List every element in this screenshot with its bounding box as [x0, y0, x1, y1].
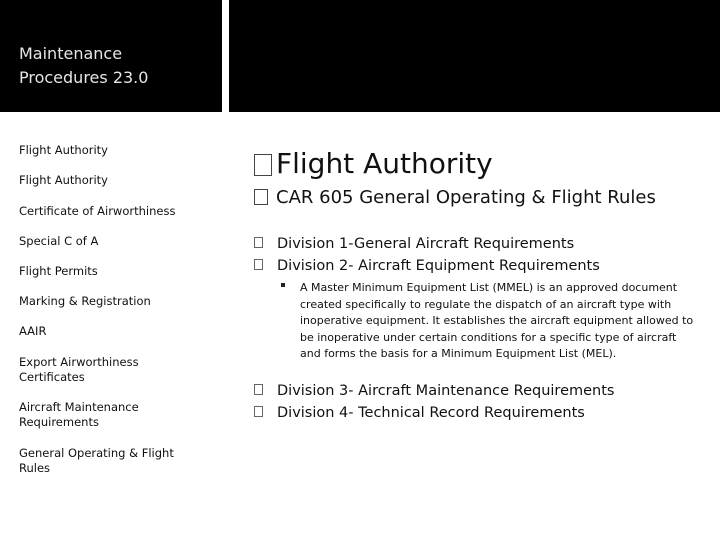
- sidebar-item-certificate-of-airworthiness[interactable]: Certificate of Airworthiness: [19, 204, 176, 218]
- mmel-note: A Master Minimum Equipment List (MMEL) is an approved document created specifically to regulate the dispatch of an aircraft type with inoperative equipment. It establishes the aircraft equipment allowed to be inoperative under certain conditions for a specific type of aircraft and forms the basis for a Minimum Equipment List (MEL).: [300, 281, 694, 361]
- empty-square-bullet-icon: [254, 237, 263, 248]
- level2-item-division-2: [254, 256, 600, 276]
- level2-text: Division 3- Aircraft Maintenance Requirements: [277, 383, 615, 399]
- level2-text: Division 2- Aircraft Equipment Requirements: [277, 258, 600, 274]
- slide-title-text: Flight Authority: [276, 147, 493, 180]
- sidebar-item-flight-permits[interactable]: Flight Permits: [19, 264, 98, 278]
- empty-square-bullet-icon: [254, 259, 263, 270]
- empty-square-bullet-icon: [254, 406, 263, 417]
- empty-square-bullet-icon: [254, 384, 263, 395]
- sidebar-item-aair[interactable]: AAIR: [19, 324, 47, 338]
- sidebar-item-aircraft-maintenance-requirements[interactable]: Aircraft Maintenance Requirements: [19, 400, 139, 429]
- sidebar-item-flight-authority-1[interactable]: Flight Authority: [19, 143, 108, 157]
- sidebar-item-marking-registration[interactable]: Marking & Registration: [19, 294, 151, 308]
- empty-square-bullet-icon: [254, 154, 272, 176]
- filled-square-bullet-icon: [281, 283, 285, 287]
- level2-item-division-1: [254, 234, 574, 254]
- level2-text: Division 1-General Aircraft Requirements: [277, 236, 575, 252]
- sidebar-item-special-c-of-a[interactable]: Special C of A: [19, 234, 99, 248]
- sidebar-item-flight-authority-2[interactable]: Flight Authority: [19, 173, 108, 187]
- level1-text: CAR 605 General Operating & Flight Rules: [276, 187, 656, 208]
- page-title: Maintenance Procedures 23.0: [19, 44, 149, 87]
- slide-title: [254, 147, 493, 181]
- header-bar-right: [229, 0, 720, 112]
- sidebar-item-general-operating-flight-rules[interactable]: General Operating & Flight Rules: [19, 446, 174, 475]
- sidebar-item-export-airworthiness-certificates[interactable]: Export Airworthiness Certificates: [19, 355, 139, 384]
- level2-item-division-3: [254, 381, 614, 401]
- level2-text: Division 4- Technical Record Requirements: [277, 405, 585, 421]
- level2-item-division-4: [254, 403, 585, 423]
- level1-item: [254, 187, 656, 209]
- empty-square-bullet-icon: [254, 189, 268, 205]
